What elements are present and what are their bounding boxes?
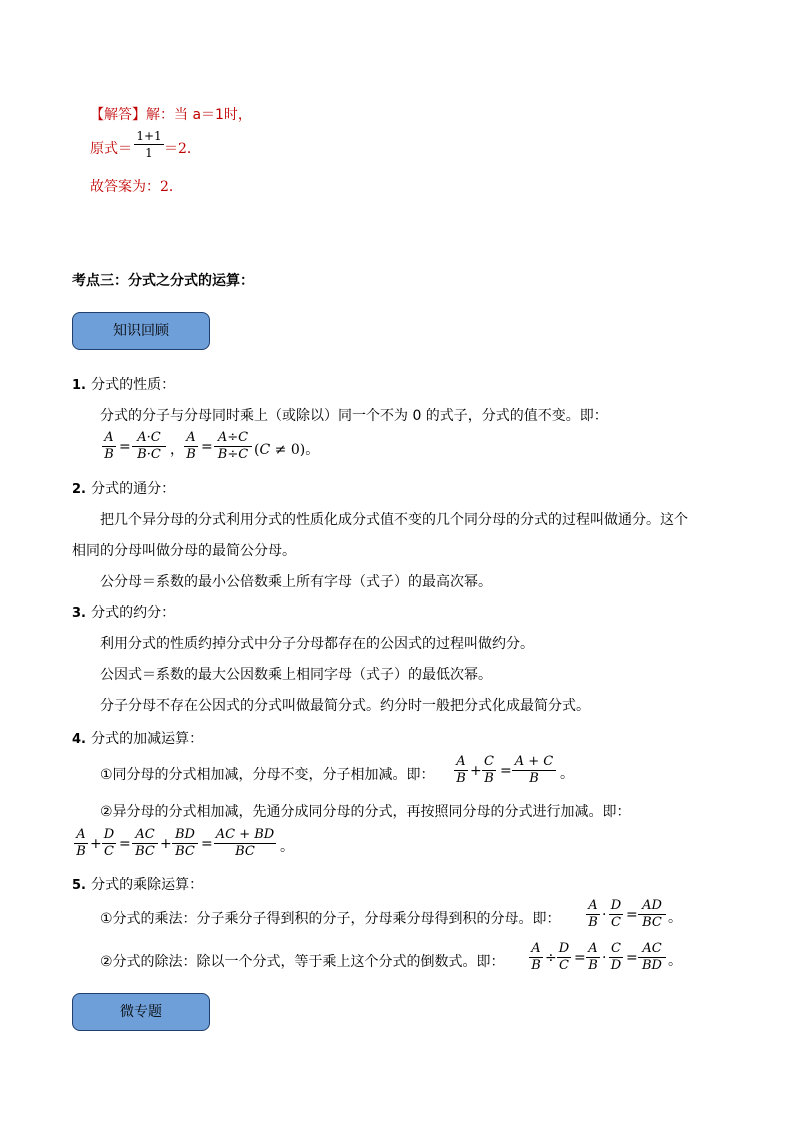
knowledge-review-box (72, 312, 210, 350)
item-2-para-2: 相同的分母叫做分母的最简公分母。 (72, 543, 296, 559)
item-3-para-1: 利用分式的性质约掉分式中分子分母都存在的公因式的过程叫做约分。 (100, 636, 534, 652)
micro-topic-box (72, 993, 210, 1031)
item-5-para-2: ②分式的除法：除以一个分式，等于乘上这个分式的倒数式。即： (100, 954, 505, 970)
section-title: 考点三：分式之分式的运算： (72, 273, 254, 289)
answer-line-1 (90, 104, 252, 124)
answer-line-1-text: 解：当 a＝1时， (146, 107, 252, 123)
item-2-title: 分式的通分： (91, 481, 176, 497)
answer-line-2-prefix: 原式＝ (90, 141, 132, 157)
item-5-number: 5. (72, 878, 86, 893)
item-3-heading (72, 602, 175, 622)
answer-fraction (134, 128, 164, 161)
item-1-heading (72, 374, 175, 394)
answer-line-3: 故答案为：2． (90, 179, 183, 195)
item-4-number: 4. (72, 732, 86, 747)
item-3-number: 3. (72, 606, 86, 621)
item-3-para-2: 公因式＝系数的最大公因数乘上相同字母（式子）的最低次幂。 (100, 667, 492, 683)
item-2-number: 2. (72, 482, 86, 497)
item-5-heading (72, 874, 203, 894)
item-4-para-2: ②异分母的分式相加减，先通分成同分母的分式，再按照同分母的分式进行加减。即： (100, 804, 631, 820)
item-3-para-3: 分子分母不存在公因式的分式叫做最简分式。约分时一般把分式化成最简分式。 (100, 698, 590, 714)
knowledge-review-label: 知识回顾 (113, 323, 169, 339)
item-3-title: 分式的约分： (91, 605, 176, 621)
item-1-title: 分式的性质： (91, 377, 176, 393)
item-5-title: 分式的乘除运算： (91, 877, 204, 893)
micro-topic-label: 微专题 (120, 1004, 162, 1020)
item-1-number: 1. (72, 378, 86, 393)
answer-fraction-denominator: 1 (145, 146, 153, 160)
item-2-para-3: 公分母＝系数的最小公倍数乘上所有字母（式子）的最高次幂。 (100, 574, 492, 590)
item-2-para-1: 把几个异分母的分式利用分式的性质化成分式值不变的几个同分母的分式的过程叫做通分。这个 (100, 512, 688, 528)
item-5-para-1: ①分式的乘法：分子乘分子得到积的分子，分母乘分母得到积的分母。即： (100, 911, 561, 927)
item-1-text: 分式的分子与分母同时乘上（或除以）同一个不为 0 的式子，分式的值不变。即： (100, 408, 608, 424)
answer-tag: 【解答】 (90, 107, 146, 123)
item-4-heading (72, 728, 203, 748)
item-4-para-1: ①同分母的分式相加减，分母不变，分子相加减。即： (100, 767, 435, 783)
item-4-title: 分式的加减运算： (91, 731, 204, 747)
answer-fraction-numerator: 1+1 (136, 129, 162, 143)
answer-line-2-suffix: ＝2． (164, 141, 201, 157)
item-2-heading (72, 478, 175, 498)
